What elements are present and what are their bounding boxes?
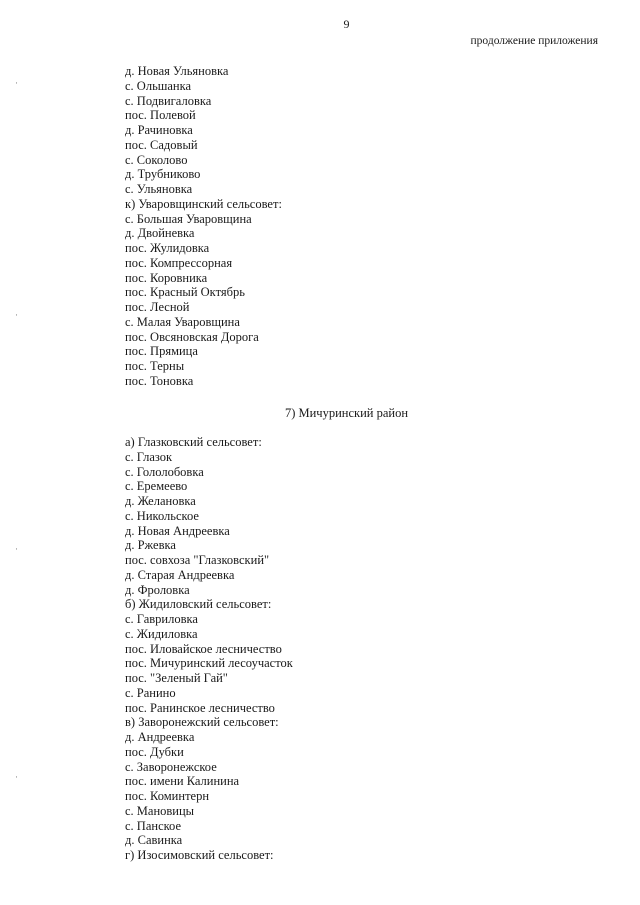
list-item: пос. Коминтерн [125, 789, 210, 803]
list-item: д. Андреевка [125, 730, 195, 744]
list-item: д. Новая Андреевка [125, 523, 230, 538]
council-heading: б) Жидиловский сельсовет: [125, 597, 272, 612]
continuation-note: продолжение приложения [470, 35, 598, 47]
list-item: с. Соколово [125, 152, 188, 167]
list-item: с. Гололобовка [125, 464, 204, 479]
list-item: пос. Ранинское лесничество [125, 700, 275, 715]
list-item: с. Глазок [125, 449, 173, 464]
list-item: с. Еремеево [125, 479, 188, 494]
list-item: с. Мановицы [125, 803, 195, 818]
list-item: д. Ржевка [125, 538, 176, 553]
list-item: пос. "Зеленый Гай" [125, 671, 228, 685]
list-item: пос. Дубки [125, 744, 184, 759]
council-heading: к) Уваровщинский сельсовет: [125, 196, 282, 211]
list-item: с. Ольшанка [125, 78, 192, 93]
list-item: пос. Прямица [125, 344, 198, 359]
list-item: пос. Лесной [125, 300, 190, 314]
list-item: д. Старая Андреевка [125, 567, 235, 582]
list-item: пос. Коровника [125, 270, 208, 285]
list-item: с. Ранино [125, 685, 176, 700]
list-item: пос. Красный Октябрь [125, 285, 245, 300]
list-item: пос. совхоза "Глазковский" [125, 553, 270, 567]
section-title: 7) Мичуринский район [284, 406, 409, 420]
list-item: д. Желановка [125, 494, 196, 508]
margin-dot: · [15, 78, 18, 88]
list-item: пос. Терны [125, 359, 185, 373]
list-item: пос. Мичуринский лесоучасток [125, 656, 293, 671]
margin-dot: · [15, 544, 18, 554]
list-item: пос. Компрессорная [125, 255, 233, 270]
margin-dot: · [15, 772, 18, 782]
list-item: с. Большая Уваровщина [125, 211, 252, 226]
list-item: пос. Тоновка [125, 373, 194, 388]
list-item: пос. имени Калинина [125, 774, 240, 789]
list-item: д. Двойневка [125, 226, 195, 241]
council-heading: в) Заворонежский сельсовет: [125, 715, 279, 730]
list-item: пос. Жулидовка [125, 241, 210, 255]
settlement-list-bottom [125, 435, 293, 863]
council-heading: а) Глазковский сельсовет: [125, 435, 262, 449]
list-item: пос. Полевой [125, 108, 196, 123]
list-item: с. Малая Уваровщина [125, 314, 240, 329]
list-item: д. Трубниково [125, 167, 201, 182]
list-item: д. Фроловка [125, 582, 190, 597]
list-item: пос. Иловайское лесничество [125, 641, 282, 656]
list-item: с. Панское [125, 818, 181, 833]
margin-dot: · [15, 310, 18, 320]
list-item: д. Рачиновка [125, 123, 193, 137]
list-item: с. Заворонежское [125, 759, 217, 774]
list-item: с. Никольское [125, 508, 199, 523]
list-item: пос. Овсяновская Дорога [125, 329, 259, 344]
page-number: 9 [343, 17, 350, 31]
list-item: с. Гавриловка [125, 612, 198, 626]
settlement-list-top [125, 64, 282, 389]
list-item: с. Подвигаловка [125, 93, 212, 108]
list-item: д. Савинка [125, 833, 183, 848]
list-item: с. Ульяновка [125, 182, 193, 196]
list-item: с. Жидиловка [125, 626, 198, 641]
council-heading: г) Изосимовский сельсовет: [125, 848, 274, 862]
list-item: д. Новая Ульяновка [125, 64, 229, 78]
list-item: пос. Садовый [125, 137, 198, 152]
